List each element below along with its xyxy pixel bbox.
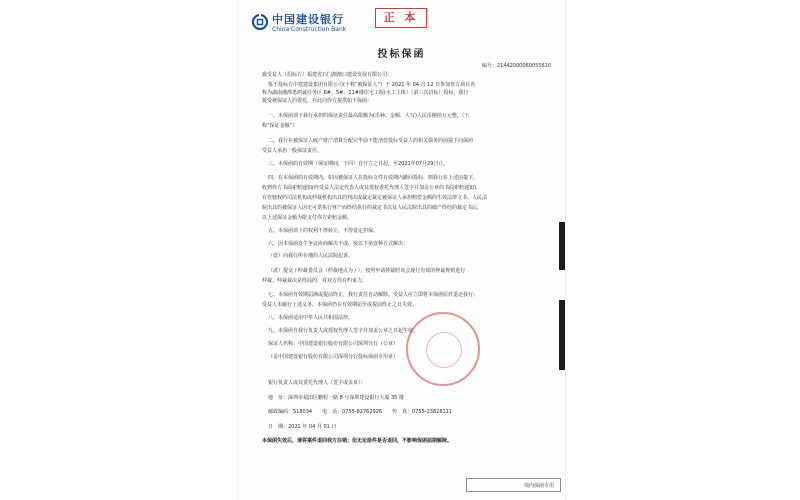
clause-7-line: 受益人未履行上述义务，本保函仍在有效期届至或提前终止之日失效。 [262,302,418,308]
clause-4-line: 四、在本保函的有效期内，如因被保证人在投标文件有效期内撤回投标，则我行在上述前提下， [268,175,479,181]
clause-9-line: 九、本保函自我行负责人或授权代理人签字并加盖公章之日起生效。 [268,328,419,334]
clause-4-line: 有管辖权的司法机构或仲裁机构出具的判决或裁定裁定被保证人承担赔偿金额的生效法律文书、人民法 [262,195,488,201]
expiry-note: 本保函失效后，请将案件退回我方注销；但无论原件是否退回，不影响保函届期解除。 [262,438,453,444]
clause-5-line: 五、本保函项下的权利不得转让，不得设定担保。 [268,228,379,234]
contact-line: 邮政编码：518034 电 话：0755-82762926 传 真：0755-23828111 [268,409,453,415]
signatory-line: 银行负责人或其委托代理人（签字或盖章）： [268,380,366,386]
clause-4-line: 院出具的被保证人因无可供执行财产而终结执行的裁定书以及人民法院出具的破产终结的裁定书后， [262,205,483,211]
clause-8-line: 八、本保函适用中华人民共和国法律。 [268,315,354,321]
clause-6-option-1: （壹）向我行所在地的人民法院起诉。 [268,253,354,259]
document-title: 投标保函 [377,49,426,60]
clause-2-line: 受益人承担一般保证责任。 [262,148,323,154]
date-line: 日 期：2021 年 04 月 01 日 [268,424,337,430]
paragraph-line: 接受被保证人的委托，在此向你方提供如下保函： [262,98,373,104]
clause-7-line: 七、本保函有效期届满或提前终止，我行责任自动解除。受益人应立即将本保函原件退还我行； [268,292,479,298]
footer-label: 境内保函专用 [466,478,561,492]
clause-4-line: 以上述保证金额为限支付你方索赔金额。 [262,215,353,221]
guarantee-letter-document [238,0,565,500]
clause-1-line: 一、本保函项下我行承担的保证责任最高限额为(币种、金额、大写)人民币捌拾万元整。（下 [268,113,470,119]
paragraph-line: 称为湖南湘潭勇鸿诚任务区 6#、5#、11#楼住宅工程(水工主体）（第三次招标）投标，我行 [262,90,469,96]
clause-6-option-2: （贰）提交 / 仲裁委员会（仲裁地点为 / ），按照申请仲裁时该会现行有效的仲裁规则进行 [268,268,466,274]
addressee-line: 致受益人（招标方）福建省石门澳澳口建设发展有限公司： [262,72,393,78]
paragraph-line: 鉴于投标方中建建设集团有限公司(下称“被保证人”）于 2021 年 04 月 12 日参加你方项目名 [268,82,476,88]
original-stamp: 正 本 [375,8,427,28]
guarantor-name: 保证人名称：中国建设银行股份有限公司深圳分行（公章） [268,341,399,347]
address-line: 地 址：深圳市福田区鹏程一路 8 号深圳建设银行大厦 35 楼 [268,395,404,401]
guarantor-seal-note: （盖中国建设银行股份有限公司深圳分行投标保函专用章） [268,354,399,360]
clause-2-line: 二、我行在被保证人破产财产清算分配完毕前不能清偿投标受益人的相关债务的前提下向保函 [268,138,474,144]
clause-3-line: 三、本保函的有效期（保证期间，下同）自开立之日起，至2021年07月29日止。 [268,161,449,167]
ccb-logo-icon [252,14,268,30]
bank-seal [406,312,480,386]
clause-4-line: 收到你方书面索赔通知(经受益人法定代表人或其授权委托代理人签字并加盖公章的书面索赔通知)、 [262,185,481,191]
document-number: 编号：21442000060055610 [481,63,551,69]
bank-name-cn: 中国建设银行 [272,13,344,26]
clause-1-line: 称“保证金额”） [262,123,298,129]
clause-6-line: 六、因本保函发生争议协商解决不成，按以下第壹种方式解决： [268,241,409,247]
clause-6-option-2: 仲裁。仲裁裁决是终局的，对双方均有约束力。 [262,278,368,284]
bank-name-en: China Construction Bank [272,26,347,33]
